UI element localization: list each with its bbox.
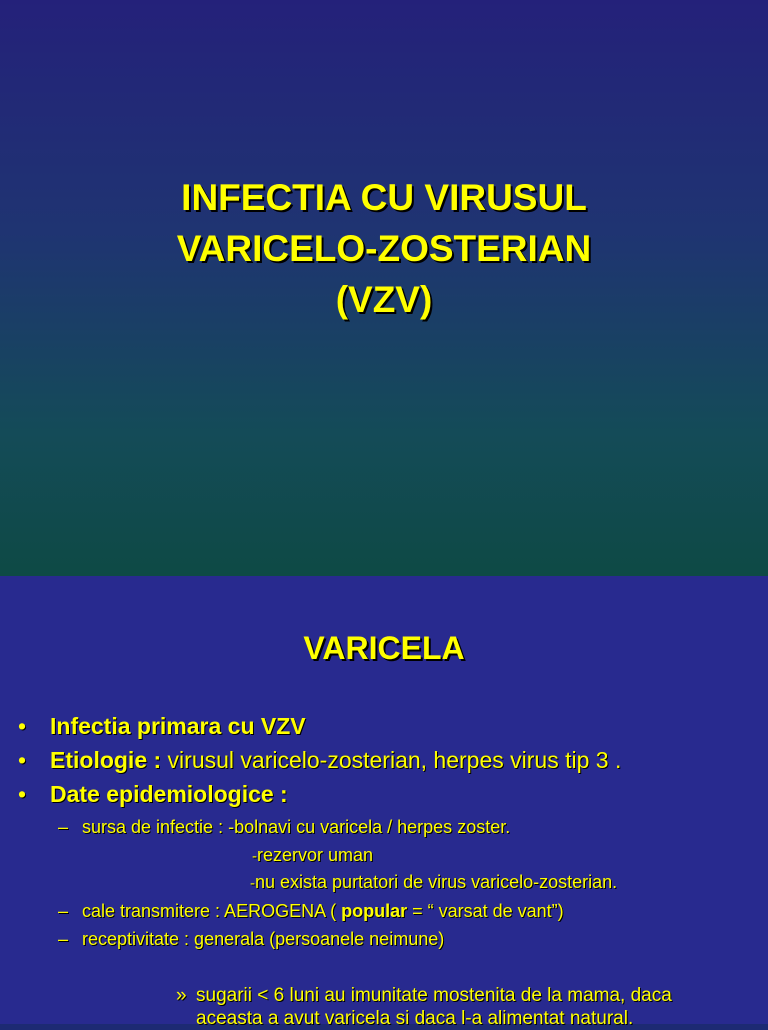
sub-item-sursa (58, 814, 510, 840)
bullet-item-primary (18, 710, 306, 742)
sub-item-purtatori: -nu exista purtatori de virus varicelo-zosterian. (250, 872, 618, 892)
dash-marker: – (58, 929, 69, 949)
title-line-2: VARICELO-ZOSTERIAN (176, 228, 592, 269)
bullet-text: virusul varicelo-zosterian, herpes virus tip 3 . (161, 747, 622, 773)
sub-item-rezervor: -rezervor uman (252, 845, 374, 865)
sub-item-receptivitate (58, 926, 444, 952)
dash-marker: – (58, 901, 69, 921)
sub-text: rezervor uman (257, 845, 374, 865)
sub-text: sursa de infectie : -bolnavi cu varicela / herpes zoster. (82, 817, 511, 837)
bullet-marker: • (18, 781, 27, 807)
third-text-line-1: sugarii < 6 luni au imunitate mostenita de la mama, daca (196, 985, 672, 1006)
title-line-1: INFECTIA CU VIRUSUL (181, 177, 587, 218)
sub-text: receptivitate : generala (persoanele neimune) (82, 929, 445, 949)
bullet-label: Infectia primara cu VZV (50, 713, 306, 739)
bullet-item-epidemiologie (18, 778, 288, 810)
third-level-item-continuation (196, 1007, 633, 1030)
slide-title (0, 172, 768, 325)
third-text-line-2: aceasta a avut varicela si daca l-a alimentat natural. (196, 1008, 634, 1029)
raquo-marker: » (176, 985, 187, 1006)
bullet-item-etiologie (18, 744, 621, 776)
sub-text: nu exista purtatori de virus varicelo-zosterian. (255, 872, 618, 892)
bullet-label: Date epidemiologice : (50, 781, 288, 807)
sub-item-cale: – cale transmitere : AEROGENA ( popular = “ varsat de vant”) (58, 898, 564, 924)
bullet-label: Etiologie : (50, 747, 162, 773)
bullet-marker: • (18, 713, 27, 739)
popular-label: popular (341, 901, 408, 921)
title-line-3: (VZV) (335, 279, 433, 320)
third-level-item (176, 984, 672, 1007)
bullet-marker: • (18, 747, 27, 773)
dash-marker: – (58, 817, 69, 837)
section-title: VARICELA (303, 630, 465, 666)
